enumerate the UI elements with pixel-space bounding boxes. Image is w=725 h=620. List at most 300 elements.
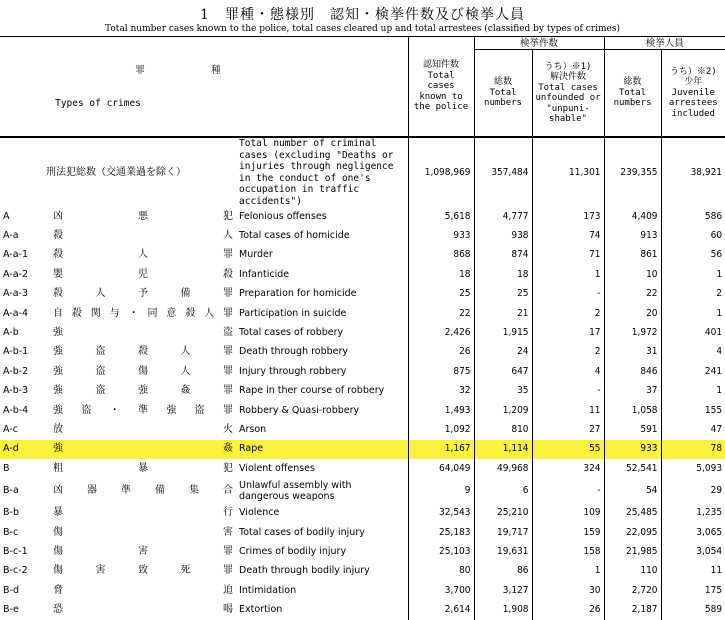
crime-code: A-b [3, 327, 19, 339]
known-count: 2,426 [408, 323, 474, 342]
crime-name-jp-char: 凶 [53, 210, 63, 222]
crime-name-jp-chars [53, 527, 233, 539]
known-count: 64,049 [408, 459, 474, 478]
unfounded-count: 173 [532, 207, 604, 226]
cleared-count: 86 [474, 562, 532, 581]
crime-name-jp-char: ・ [109, 404, 120, 416]
table-row [0, 440, 725, 459]
crime-name-jp-char: 殺 [223, 268, 233, 280]
arrestee-count: 239,355 [604, 137, 661, 207]
crime-code: B-c-1 [3, 545, 28, 557]
unfounded-count: - [532, 382, 604, 401]
crime-name-en: Death through bodily injury [239, 565, 370, 577]
unfounded-count: 324 [532, 459, 604, 478]
crime-name-jp-chars [53, 308, 233, 320]
crime-name-jp-char: 喝 [223, 604, 234, 616]
arrestee-count: 1,972 [604, 323, 661, 342]
arrest-total-header-text: 総数 Total numbers [613, 77, 652, 109]
crime-name-jp [50, 246, 236, 265]
crime-name-jp-char: 備 [155, 484, 165, 496]
crime-type-header-en: Types of crimes [55, 97, 141, 109]
crime-name-en: Murder [239, 249, 273, 261]
unfounded-count: 159 [532, 523, 604, 542]
known-count: 25 [408, 285, 474, 304]
cleared-total-header [474, 50, 532, 138]
crime-name-jp-char: 暴 [138, 462, 148, 474]
table-row [0, 459, 725, 478]
table-row [0, 246, 725, 265]
arrestee-count: 933 [604, 440, 661, 459]
crime-name-jp-char: 放 [53, 423, 63, 435]
crime-name-jp-char: 死 [180, 565, 191, 577]
table-row [0, 581, 725, 600]
known-count: 80 [408, 562, 474, 581]
crime-name-jp [50, 581, 236, 600]
crime-name-jp [50, 207, 236, 226]
known-count: 868 [408, 246, 474, 265]
crime-name-jp-char: 暴 [53, 507, 63, 519]
juvenile-count: 589 [661, 600, 725, 619]
crime-code: B-e [3, 604, 19, 616]
crime-name-jp-chars [53, 565, 233, 577]
cleared-count: 18 [474, 265, 532, 284]
table-row [0, 382, 725, 401]
unfounded-count: 55 [532, 440, 604, 459]
crime-name-jp-char: 集 [189, 484, 199, 496]
unfounded-count: 2 [532, 304, 604, 323]
header-spacer [236, 37, 408, 138]
cleared-count: 1,908 [474, 600, 532, 619]
juvenile-count: 1 [661, 382, 725, 401]
unfounded-count: 27 [532, 420, 604, 439]
crime-name-en: Intimidation [239, 584, 297, 596]
crime-name-jp-char: 殺 [185, 307, 196, 319]
crime-name-jp-char: 行 [223, 507, 234, 519]
crime-name-en: Unlawful assembly with dangerous weapons [239, 479, 352, 502]
crime-name-jp-char: 強 [53, 443, 63, 455]
cleared-count: 938 [474, 226, 532, 245]
juvenile-count: 1 [661, 265, 725, 284]
crime-code: A-a-4 [3, 307, 29, 319]
crime-name-jp-char: 予 [138, 288, 148, 300]
crime-name-jp-char: 盗 [81, 404, 92, 416]
crime-name-jp-char: 盗 [95, 365, 106, 377]
juvenile-count: 401 [661, 323, 725, 342]
cleared-count: 24 [474, 343, 532, 362]
crime-name-jp-char: 犯 [223, 462, 233, 474]
crime-name-jp-char: 殺 [138, 346, 148, 358]
juvenile-count: 155 [661, 401, 725, 420]
crime-name-jp [50, 343, 236, 362]
crime-name-en: Total cases of bodily injury [239, 526, 365, 538]
unfounded-count: 17 [532, 323, 604, 342]
crime-name-en: Violence [239, 507, 280, 519]
known-count: 2,614 [408, 600, 474, 619]
juvenile-header-text: うち）※2) 少年 Juvenile arrestees included [668, 66, 718, 119]
crime-name-jp-chars [53, 346, 233, 358]
table-row [0, 137, 725, 207]
crime-name-jp-char: 脅 [53, 584, 63, 596]
crime-name-jp-chars [53, 249, 233, 261]
crime-name-jp-chars [53, 327, 233, 339]
crime-name-jp-char: 強 [53, 327, 63, 339]
crime-name-jp-char: 傷 [53, 545, 63, 557]
cleared-count: 35 [474, 382, 532, 401]
crime-name-jp-char: 姦 [180, 385, 191, 397]
crime-code: B-c [3, 526, 19, 538]
crime-name-jp-char: 殺 [53, 288, 63, 300]
crime-code: B [3, 462, 10, 474]
arrestee-count: 2,187 [604, 600, 661, 619]
crime-name-jp-char: 傷 [53, 526, 63, 538]
arrestee-count: 31 [604, 343, 661, 362]
known-count: 1,092 [408, 420, 474, 439]
crime-name-jp-char: 備 [180, 288, 191, 300]
crime-name-jp-char: 盗 [194, 404, 205, 416]
crime-name-jp-chars [53, 230, 233, 242]
crime-name-jp [50, 600, 236, 619]
crime-name-jp [50, 562, 236, 581]
crime-name-jp [50, 478, 236, 503]
known-count: 32 [408, 382, 474, 401]
known-count: 9 [408, 478, 474, 503]
table-row [0, 420, 725, 439]
crime-name-jp [50, 226, 236, 245]
juvenile-count: 5,093 [661, 459, 725, 478]
crime-name-en: Arson [239, 423, 267, 435]
arrestee-count: 20 [604, 304, 661, 323]
crime-code: A [3, 210, 10, 222]
crime-name-jp-char: 罪 [223, 565, 233, 577]
known-count: 5,618 [408, 207, 474, 226]
crime-name-jp: 刑法犯総数（交通業過を除く） [46, 166, 186, 178]
crime-name-jp-chars [53, 585, 233, 597]
crime-name-jp-char: 犯 [223, 210, 233, 222]
crime-code: B-a [3, 484, 19, 496]
crime-name-jp-chars [53, 546, 233, 558]
cleared-count: 19,717 [474, 523, 532, 542]
crime-name-jp-char: 殺 [53, 249, 63, 261]
juvenile-count: 1,235 [661, 503, 725, 522]
crime-name-en: Felonious offenses [239, 210, 327, 222]
crime-name-jp-chars [53, 269, 233, 281]
crime-type-header-jp: 罪 種 [135, 64, 221, 76]
crime-name-jp-char: 児 [138, 268, 148, 280]
crime-name-jp-char: 強 [53, 365, 63, 377]
unfounded-count: 11,301 [532, 137, 604, 207]
table-row [0, 362, 725, 381]
arrest-total-header [604, 50, 661, 138]
crime-name-jp-char: 強 [53, 404, 63, 416]
arrestee-count: 25,485 [604, 503, 661, 522]
unfounded-count: 11 [532, 401, 604, 420]
arrestee-count: 22,095 [604, 523, 661, 542]
crime-name-jp-char: 罪 [223, 545, 233, 557]
unfounded-count: - [532, 478, 604, 503]
crime-name-jp-char: 傷 [53, 565, 63, 577]
arrestee-count: 10 [604, 265, 661, 284]
crime-name-jp-chars [53, 507, 233, 519]
arrestee-count: 21,985 [604, 542, 661, 561]
crime-name-jp-char: 盗 [95, 385, 106, 397]
crime-name-jp-char: 悪 [138, 210, 148, 222]
unfounded-count: 26 [532, 600, 604, 619]
known-count: 32,543 [408, 503, 474, 522]
crime-code: A-c [3, 423, 18, 435]
crime-code: A-b-3 [3, 385, 29, 397]
arrestee-count: 110 [604, 562, 661, 581]
crime-name-en: Injury through robbery [239, 365, 347, 377]
crime-name-jp-chars [53, 604, 233, 616]
juvenile-header [661, 50, 725, 138]
arrestee-count: 4,409 [604, 207, 661, 226]
known-count: 875 [408, 362, 474, 381]
crime-code: A-b-4 [3, 404, 29, 416]
crime-name-jp-char: 害 [138, 545, 148, 557]
crime-name-jp [50, 265, 236, 284]
juvenile-count: 2 [661, 285, 725, 304]
table-row [0, 503, 725, 522]
crime-name-jp-char: 人 [180, 346, 191, 358]
crime-name-jp [50, 323, 236, 342]
crime-name-jp-char: 盗 [95, 346, 106, 358]
known-count: 1,098,969 [408, 137, 474, 207]
crime-code: A-a-1 [3, 249, 29, 261]
table-row [0, 265, 725, 284]
known-count: 25,183 [408, 523, 474, 542]
arrestee-count: 861 [604, 246, 661, 265]
crime-name-jp [50, 523, 236, 542]
crime-code: A-b-1 [3, 346, 29, 358]
juvenile-count: 60 [661, 226, 725, 245]
unfounded-count: 158 [532, 542, 604, 561]
crime-name-jp-char: 罪 [223, 385, 233, 397]
juvenile-count: 56 [661, 246, 725, 265]
arrestee-count: 52,541 [604, 459, 661, 478]
page-title: 1 罪種・態様別 認知・検挙件数及び検挙人員 [200, 7, 525, 23]
cleared-count: 49,968 [474, 459, 532, 478]
cleared-count: 3,127 [474, 581, 532, 600]
crime-name-en: Rape in ther course of robbery [239, 385, 385, 397]
arrestee-count: 913 [604, 226, 661, 245]
table-row [0, 343, 725, 362]
table-row [0, 226, 725, 245]
juvenile-count: 4 [661, 343, 725, 362]
table-row [0, 285, 725, 304]
crime-name-en: Total number of criminal cases (excluding "Deaths or injuries through negligence in the conduct of one's occupation in traffic accidents") [239, 138, 394, 207]
cleared-group-header: 検挙件数 [474, 37, 604, 50]
unfounded-header [532, 50, 604, 138]
crime-name-jp-char: 同 [147, 307, 158, 319]
juvenile-count: 1 [661, 304, 725, 323]
crime-name-jp-char: 恐 [53, 604, 63, 616]
arrestee-count: 54 [604, 478, 661, 503]
crime-name-en: Total cases of robbery [239, 327, 344, 339]
crime-name-jp [50, 440, 236, 459]
crime-name-jp [50, 362, 236, 381]
arrestee-count: 37 [604, 382, 661, 401]
crime-name-jp-chars [53, 485, 233, 497]
known-count: 18 [408, 265, 474, 284]
crime-name-jp-char: 意 [166, 307, 177, 319]
crime-name-jp-char: 盗 [223, 327, 234, 339]
crime-name-jp-char: 罪 [223, 346, 233, 358]
crime-name-jp-chars [53, 424, 233, 436]
unfounded-count: - [532, 285, 604, 304]
crime-name-jp-char: 強 [53, 385, 63, 397]
crime-name-en: Death through robbery [239, 346, 349, 358]
juvenile-count: 175 [661, 581, 725, 600]
arrestee-count: 1,058 [604, 401, 661, 420]
crime-name-jp-char: 嬰 [53, 268, 63, 280]
crime-name-jp-char: 強 [166, 404, 177, 416]
crime-name-en: Participation in suicide [239, 307, 347, 319]
table-row [0, 401, 725, 420]
crime-code: A-a-3 [3, 288, 29, 300]
known-count: 1,167 [408, 440, 474, 459]
crime-name-jp-char: 人 [95, 288, 106, 300]
cleared-count: 810 [474, 420, 532, 439]
known-count: 3,700 [408, 581, 474, 600]
crime-name-jp-chars [53, 288, 233, 300]
crime-name-jp-char: 傷 [138, 365, 148, 377]
juvenile-count: 586 [661, 207, 725, 226]
cleared-count: 25,210 [474, 503, 532, 522]
table-row [0, 207, 725, 226]
crime-name-jp-char: 害 [223, 526, 234, 538]
crime-code: B-d [3, 584, 19, 596]
crime-name-jp-char: 人 [138, 249, 148, 261]
crime-name-jp-char: 火 [223, 423, 234, 435]
crime-name-jp [50, 459, 236, 478]
crime-name-en: Robbery & Quasi-robbery [239, 404, 360, 416]
crime-name-jp-chars [53, 385, 233, 397]
juvenile-count: 11 [661, 562, 725, 581]
cleared-count: 4,777 [474, 207, 532, 226]
cleared-count: 1,114 [474, 440, 532, 459]
known-count: 933 [408, 226, 474, 245]
unfounded-count: 2 [532, 343, 604, 362]
arrestee-count: 846 [604, 362, 661, 381]
cleared-count: 1,209 [474, 401, 532, 420]
unfounded-count: 1 [532, 562, 604, 581]
known-count: 1,493 [408, 401, 474, 420]
crime-name-jp-char: 罪 [222, 404, 233, 416]
crime-name-jp-char: 自 [53, 307, 63, 319]
crime-name-en: Rape [236, 440, 408, 459]
crime-name-jp-char: ・ [128, 307, 139, 319]
crime-code: A-d [0, 440, 50, 459]
cleared-count: 19,631 [474, 542, 532, 561]
known-header [408, 37, 474, 138]
crime-code: A-b-2 [3, 365, 29, 377]
cleared-count: 25 [474, 285, 532, 304]
arrestee-count: 2,720 [604, 581, 661, 600]
cleared-total-header-text: 総数 Total numbers [484, 77, 522, 109]
table-row [0, 478, 725, 503]
crime-name-jp-char: 強 [53, 346, 63, 358]
crime-name-jp-chars [53, 443, 233, 455]
crime-name-jp-char: 迫 [223, 584, 234, 596]
arrestee-count: 22 [604, 285, 661, 304]
crime-name-en: Crimes of bodily injury [239, 545, 347, 557]
juvenile-count: 38,921 [661, 137, 725, 207]
crime-name-jp-char: 罪 [223, 365, 233, 377]
unfounded-header-text: うち）※1) 解決件数 Total cases unfounded or "unpuni- shable" [535, 61, 601, 124]
crime-name-jp-char: 人 [204, 307, 215, 319]
known-count: 22 [408, 304, 474, 323]
table-body [0, 137, 725, 620]
crime-name-jp-char: 害 [95, 565, 106, 577]
crime-name-en: Preparation for homicide [239, 288, 357, 300]
arrestees-group-header: 検挙人員 [604, 37, 725, 50]
known-header-text: 認知件数 Total cases known to the police [413, 60, 469, 113]
cleared-count: 874 [474, 246, 532, 265]
crime-name-jp-char: 致 [138, 565, 148, 577]
table-row [0, 304, 725, 323]
crime-name-jp-char: 器 [87, 484, 97, 496]
juvenile-count: 3,054 [661, 542, 725, 561]
known-count: 26 [408, 343, 474, 362]
crime-code: A-a-2 [3, 268, 29, 280]
crime-code: B-b [3, 507, 19, 519]
crime-name-jp-chars [53, 405, 233, 417]
crime-statistics-table [0, 36, 725, 620]
crime-name-jp [50, 401, 236, 420]
crime-name-jp [50, 382, 236, 401]
crime-name-en: Extortion [239, 604, 283, 616]
crime-name-jp-char: 殺 [53, 230, 63, 242]
crime-name-jp [50, 285, 236, 304]
crime-name-jp-char: 凶 [53, 484, 63, 496]
cleared-count: 1,915 [474, 323, 532, 342]
crime-name-en: Infanticide [239, 268, 290, 280]
crime-type-header [0, 37, 236, 138]
cleared-count: 357,484 [474, 137, 532, 207]
crime-name-jp-char: 罪 [223, 288, 233, 300]
cleared-count: 6 [474, 478, 532, 503]
juvenile-count: 3,065 [661, 523, 725, 542]
unfounded-count: 30 [532, 581, 604, 600]
unfounded-count: 109 [532, 503, 604, 522]
table-row [0, 542, 725, 561]
crime-name-jp-char: 準 [137, 404, 148, 416]
table-row [0, 562, 725, 581]
crime-name-jp-char: 準 [121, 484, 131, 496]
crime-name-jp-char: 人 [180, 365, 191, 377]
cleared-count: 21 [474, 304, 532, 323]
crime-name-jp [50, 503, 236, 522]
unfounded-count: 74 [532, 226, 604, 245]
page-subtitle: Total number cases known to the police, total cases cleared up and total arrestees (classified by types of crimes) [105, 24, 620, 34]
crime-name-en: Violent offenses [239, 462, 315, 474]
arrestee-count: 591 [604, 420, 661, 439]
cleared-count: 647 [474, 362, 532, 381]
crime-name-jp-char: 関 [90, 307, 101, 319]
table-row [0, 323, 725, 342]
crime-name-jp-char: 殺 [71, 307, 82, 319]
juvenile-count: 29 [661, 478, 725, 503]
juvenile-count: 78 [661, 440, 725, 459]
unfounded-count: 1 [532, 265, 604, 284]
crime-name-jp-char: 姦 [223, 443, 234, 455]
crime-code: A-a [3, 230, 19, 242]
crime-name-jp-char: 人 [223, 230, 234, 242]
crime-name-jp-chars [53, 211, 233, 223]
crime-name-jp [50, 304, 236, 323]
crime-name-jp-char: 合 [223, 484, 233, 496]
crime-name-jp [50, 420, 236, 439]
